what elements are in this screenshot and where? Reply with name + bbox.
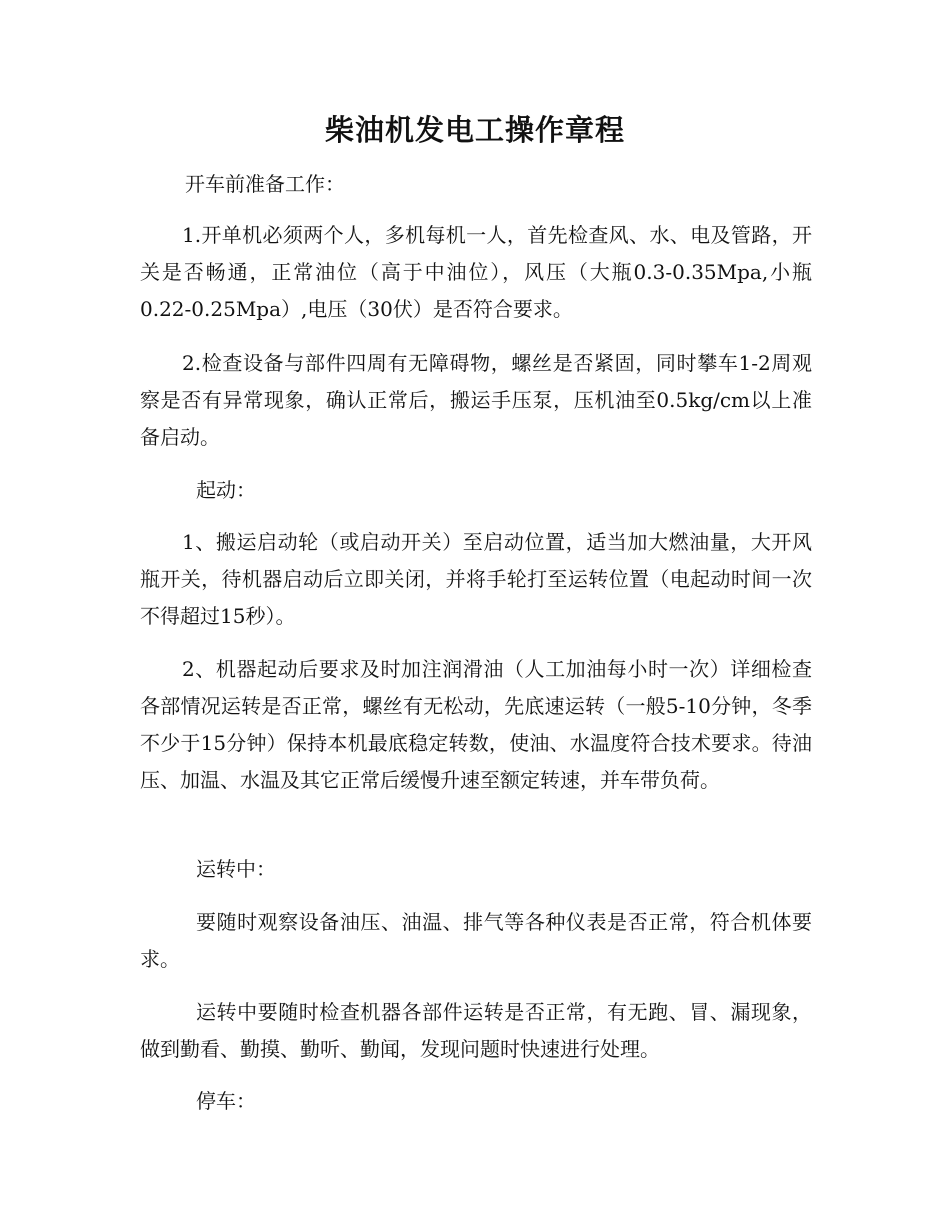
- section-heading-start: 起动：: [196, 478, 256, 502]
- section-heading-running: 运转中：: [196, 857, 276, 881]
- section-heading-stop: 停车：: [196, 1089, 256, 1113]
- paragraph-running-1: 要随时观察设备油压、油温、排气等各种仪表是否正常，符合机体要求。: [140, 910, 812, 971]
- paragraph-prestart-2: 2.检查设备与部件四周有无障碍物，螺丝是否紧固，同时攀车1-2周观察是否有异常现象，确认正常后，搬运手压泵，压机油至0.5kg/cm以上准备启动。: [140, 351, 812, 449]
- paragraph-start-1: 1、搬运启动轮（或启动开关）至启动位置，适当加大燃油量，大开风瓶开关，待机器启动后立即关闭，并将手轮打至运转位置（电起动时间一次不得超过15秒）。: [140, 530, 812, 628]
- paragraph-running-2: 运转中要随时检查机器各部件运转是否正常，有无跑、冒、漏现象，做到勤看、勤摸、勤听、勤闻，发现问题时快速进行处理。: [140, 1000, 812, 1061]
- paragraph-prestart-1: 1.开单机必须两个人，多机每机一人，首先检查风、水、电及管路，开关是否畅通，正常油位（高于中油位），风压（大瓶0.3-0.35Mpa,小瓶0.22-0.25Mpa）,电压（30伏）是否符合要求。: [140, 223, 812, 321]
- paragraph-start-2: 2、机器起动后要求及时加注润滑油（人工加油每小时一次）详细检查各部情况运转是否正常，螺丝有无松动，先底速运转（一般5-10分钟，冬季不少于15分钟）保持本机最底稳定转数，使油、水温度符合技术要求。待油压、加温、水温及其它正常后缓慢升速至额定转速，并车带负荷。: [140, 657, 812, 792]
- section-heading-prestart: 开车前准备工作：: [185, 172, 345, 196]
- document-title: 柴油机发电工操作章程: [324, 113, 625, 147]
